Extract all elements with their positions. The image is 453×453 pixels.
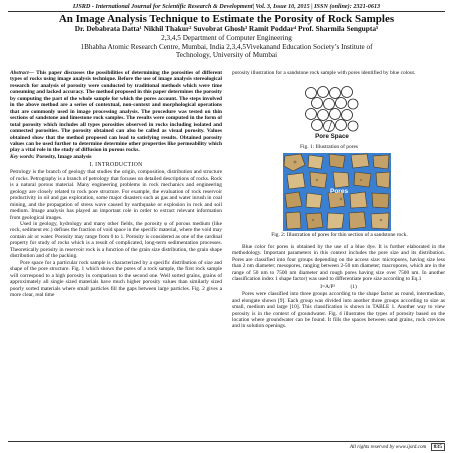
header-divider [8,11,445,12]
affiliation-line-1: 2,3,4,5 Department of Computer Engineering [161,34,292,42]
keywords [10,154,222,160]
figure-1-caption: Fig. 1: Illustration of pores [300,144,358,150]
abstract [10,70,222,154]
right-top-text: porosity illustration for a sandstone rock sample with pores identified by blue colour. [232,70,416,76]
rights-text: All rights reserved by www.ijsrd.com [349,444,427,450]
figure-2-caption: Fig. 2: Illustration of pores for thin section of a sandstone rock. [271,232,408,238]
intro-paragraph-3: Pore space for a particular rock sample is characterized by a specific distribution of size and shape of the pore structure. Fig. 1 which shows the pores of a rock sample, the first rock sample will correspond to a high porosity in comparison to the second one. Well sorted grains, grains of approximately all single sized materials have much higher porosity values than similarly sized poorly sorted materials where small particles fill the gaps between large particles. Fig. 2 gives a more clear, real time [10,259,222,298]
intro-paragraph-2: Used in geology, hydrology and many other fields, the porosity φ of porous medium (like rock, sediment etc.) defines the fraction of void space in the specific material, where the void may contain air or water. Porosity may range from 0 to 1. Porosity is considered as one of the cardinal property for study of rocks which is a result of complicated, long-term sedimentation processes. Theoretically porosity in reservoir rock is a function of the grain size distribution, the grain shape distribution and of the packing. [10,220,222,260]
left-column [10,70,222,440]
section-heading-introduction: I. INTRODUCTION [89,162,143,169]
pore-space-figure [304,86,360,140]
equation-body: I=A/P² [320,283,336,290]
affiliation-line-2: 1Bhabha Atomic Research Centre, Mumbai, India 2,3,4,5Vivekanand Education Society’s Institute of [80,42,373,51]
right-column-top [232,70,445,84]
journal-header: IJSRD - International Journal for Scientific Research & Development| Vol. 3, Issue 10, 2015 | ISSN (online): 2321-0613 [72,3,381,10]
affiliation-line-3: Technology, University of Mumbai [175,51,278,59]
abstract-text: This paper discusses the possibilities of determining the porosities of different types of rocks using image analysis technique. Before the use of image analysis stereological research for analysis of porosity were conducted by traditional methods which were time consuming and lacked accuracy. The method proposed in this paper determines the porosity by computing the part of the whole sample for which the pores account. The steps involved in the above method are a series of contextual, non-context and morphological operations that are commonly used in image processing analysis. The procedure was tested on thin sections of sandstone and limestone rock samples. The results were computed in the form of total porosity which includes all types porosities observed in rocks including isolated and connected porosities. The porosity obtained can also be called as visual porosity. Values obtained show that the method proposed can lead to satisfying results. Obtained porosity values can be used further to determine determine other properties like permeability which play a vital role in the study of diffusion in porous rocks. [10,70,222,154]
right-paragraph-1: Blue color for pores is obtained by the use of a blue dye. It is further elaborated in the methodology. Important parameters in this context includes the pore size and its distribution. Pores are classified into four groups depending on the access size: micropores, having size less than 2 nm diameter; mesopores, ranging between 2-50 nm diameter; macropores, which are in the range of 50 nm to 7500 nm diameter and rough pores having size over 7500 nm. In another classification index 1 shape factor) was used to differentiate pore size according to Eq.1 [232,244,445,283]
pore-space-label: Pore Space [315,133,349,140]
page-footer [300,443,445,451]
keywords-text: Porosity, Image analysis [36,153,92,160]
intro-paragraph-1: Petrology is the branch of geology that studies the origin, composition, distribution and structure of rocks. Petrography is a branch of petrology that focuses on detailed descriptions of rocks. Rock is a natural porous material. Many engineering problems in rock mechanics and engineering geology are closely related to rock pore structure. For example, the evaluation of rock reservoir productivity in oil and gas exploration, some major disasters such as gas and water inrush in coal mining, and the propagation of stress wave caused by earthquake or explosion in rock and soil medium. Image analysis has played an important role in order to extract relevant information from geological images. [10,169,222,221]
page-number: 835 [431,443,445,451]
pores-overlay-label: Pores [330,188,349,195]
right-column-body [232,244,445,432]
footer-divider [8,441,445,442]
sandstone-thin-section-image [283,153,391,231]
abstract-label: Abstract— [10,70,34,76]
keywords-label: Key words: [10,153,35,160]
author-list: Dr. Debabrata Datta¹ Nikhil Thakur² Suvobrat Ghosh³ Ramit Poddar⁴ Prof. Sharmila Sengupta⁵ [74,24,379,33]
right-paragraph-2: Pores were classified into three groups according to the shape factor as round, intermediate, and elongate shown [9]. Each group was divided into another three groups according to size as small, medium and large [10]. This classification is shown in TABLE 1. Another way to view porosity is in the context of groundwater. Fig. 4 illustrates the types of porosity based on the location where groundwater can be found. It fills the spaces between sand grains, rock crevices and in solution openings. [232,291,445,330]
equation-number: (1) [350,283,357,290]
paper-title: An Image Analysis Technique to Estimate the Porosity of Rock Samples [58,13,395,25]
equation-1 [232,284,445,290]
